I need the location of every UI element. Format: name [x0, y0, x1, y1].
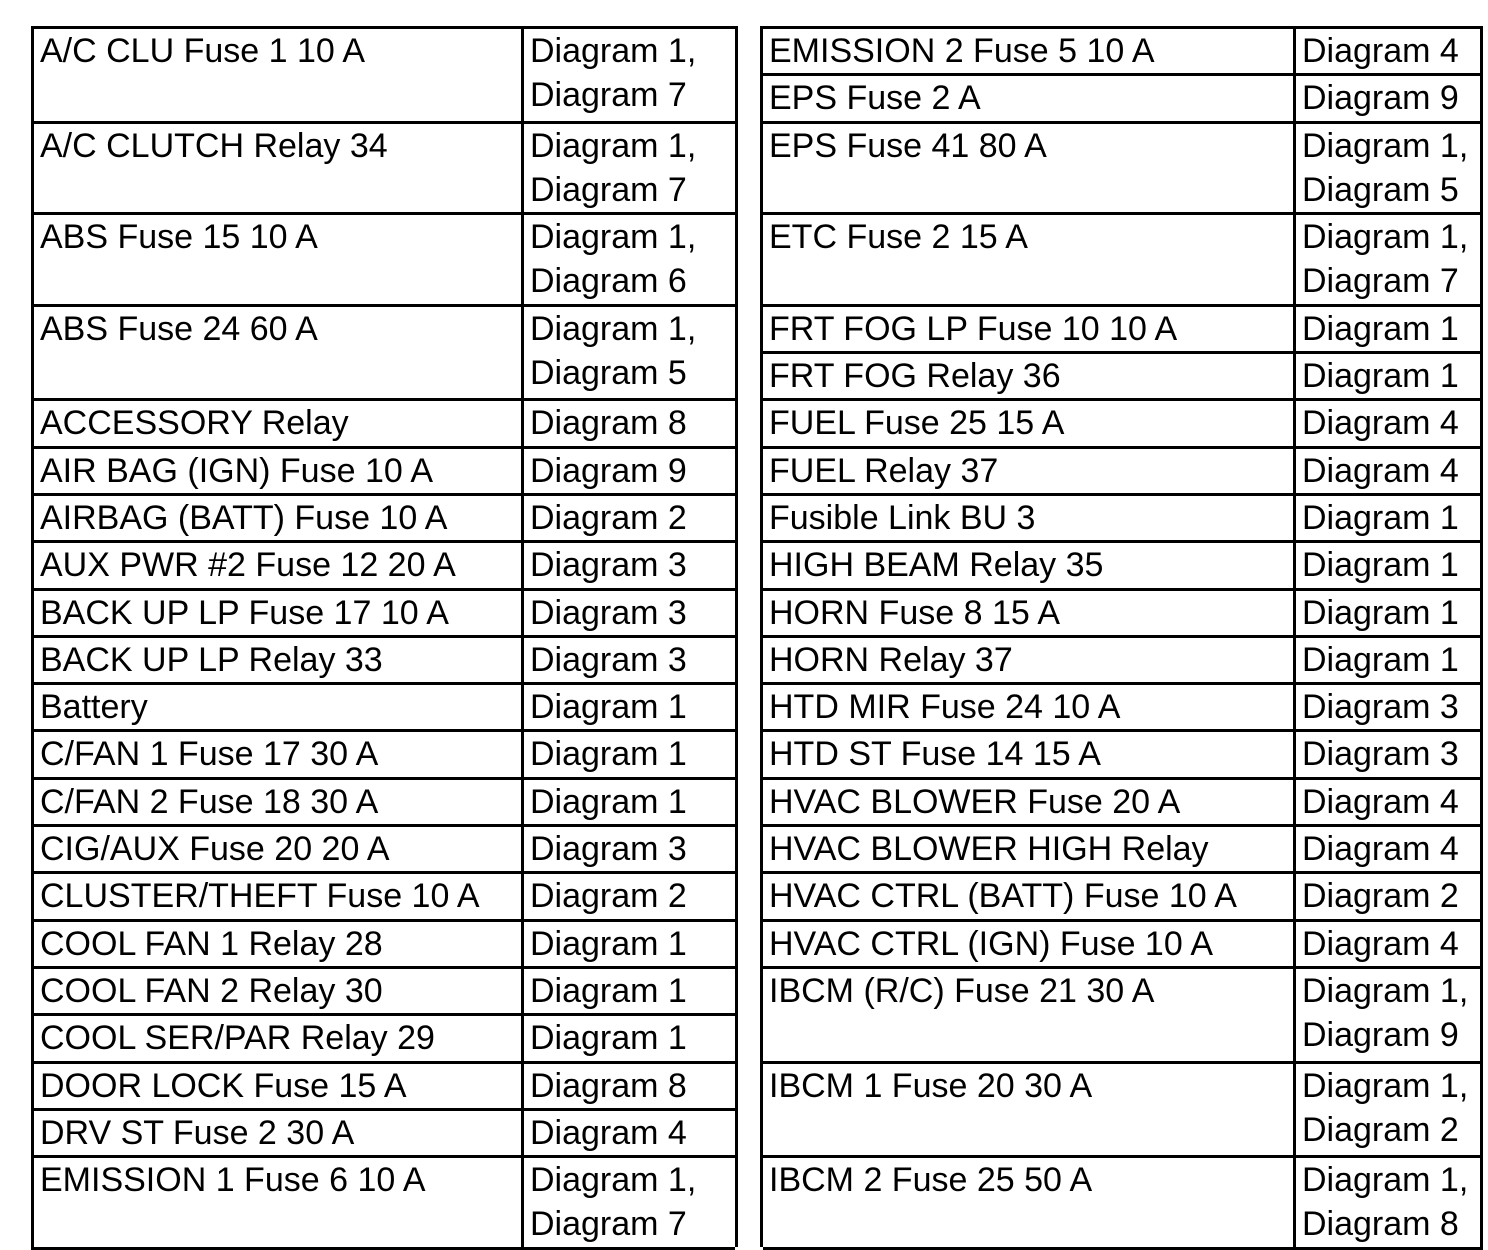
diagram-ref-cell [523, 684, 737, 731]
fuse-name: COOL FAN 2 Relay 30 [40, 971, 383, 1010]
fuse-name-cell [33, 1015, 523, 1062]
diagram-ref: Diagram 1, [530, 1161, 697, 1200]
fuse-name-cell [33, 920, 523, 967]
diagram-ref: Diagram 2 [1302, 1110, 1459, 1149]
fuse-name-cell [762, 400, 1295, 447]
fuse-name-cell [762, 1062, 1295, 1157]
fuse-name: HVAC BLOWER HIGH Relay [769, 830, 1209, 869]
diagram-ref: Diagram 4 [1302, 782, 1459, 821]
fuse-name-cell [762, 778, 1295, 825]
diagram-ref: Diagram 4 [1302, 451, 1459, 490]
fuse-name: IBCM 1 Fuse 20 30 A [769, 1066, 1093, 1105]
fuse-name: HIGH BEAM Relay 35 [769, 546, 1104, 585]
fuse-name-cell [762, 122, 1295, 214]
diagram-ref: Diagram 5 [1302, 170, 1459, 209]
diagram-ref: Diagram 1 [1302, 357, 1459, 396]
diagram-ref: Diagram 9 [530, 451, 687, 490]
fuse-name: BACK UP LP Fuse 17 10 A [40, 593, 449, 632]
diagram-ref-cell [1295, 873, 1482, 920]
fuse-name-cell [762, 636, 1295, 683]
fuse-name: CLUSTER/THEFT Fuse 10 A [40, 877, 480, 916]
diagram-ref-cell [1295, 28, 1482, 75]
fuse-name-cell [33, 542, 523, 589]
fuse-name: ETC Fuse 2 15 A [769, 218, 1028, 257]
diagram-ref-cell [523, 542, 737, 589]
diagram-ref: Diagram 4 [1302, 924, 1459, 963]
diagram-ref: Diagram 7 [530, 76, 687, 115]
diagram-ref: Diagram 9 [1302, 1016, 1459, 1055]
fuse-table [31, 26, 1483, 1250]
fuse-name: EPS Fuse 2 A [769, 79, 981, 118]
fuse-name: ABS Fuse 24 60 A [40, 309, 318, 348]
diagram-ref: Diagram 1 [1302, 640, 1459, 679]
fuse-name-cell [762, 1157, 1295, 1249]
fuse-name: DOOR LOCK Fuse 15 A [40, 1066, 407, 1105]
diagram-ref-cell [523, 122, 737, 214]
diagram-ref: Diagram 2 [530, 877, 687, 916]
fuse-name-cell [33, 589, 523, 636]
fuse-name: EMISSION 2 Fuse 5 10 A [769, 32, 1155, 70]
diagram-ref: Diagram 8 [530, 1066, 687, 1105]
fuse-name: BACK UP LP Relay 33 [40, 640, 383, 679]
diagram-ref-cell [1295, 214, 1482, 306]
diagram-ref: Diagram 4 [1302, 32, 1459, 70]
diagram-ref-cell [523, 1015, 737, 1062]
fuse-diagram-index-table [31, 26, 1483, 1250]
fuse-name-cell [33, 28, 523, 123]
fuse-name: Fusible Link BU 3 [769, 498, 1036, 537]
fuse-name-cell [33, 122, 523, 214]
fuse-name-cell [33, 1157, 523, 1249]
fuse-name: IBCM 2 Fuse 25 50 A [769, 1161, 1093, 1200]
fuse-name-cell [762, 28, 1295, 75]
diagram-ref: Diagram 1 [1302, 309, 1459, 348]
fuse-name: HTD MIR Fuse 24 10 A [769, 688, 1121, 727]
diagram-ref-cell [523, 28, 737, 123]
fuse-name-cell [762, 542, 1295, 589]
diagram-ref: Diagram 8 [530, 404, 687, 443]
diagram-ref-cell [523, 636, 737, 683]
diagram-ref: Diagram 1, [530, 126, 697, 165]
diagram-ref-cell [1295, 494, 1482, 541]
table-row [33, 28, 1482, 75]
diagram-ref: Diagram 6 [530, 262, 687, 301]
fuse-name: DRV ST Fuse 2 30 A [40, 1113, 355, 1152]
diagram-ref: Diagram 1, [1302, 218, 1469, 257]
diagram-ref: Diagram 5 [530, 354, 687, 393]
diagram-ref: Diagram 1, [1302, 1066, 1469, 1105]
fuse-name-cell [33, 873, 523, 920]
fuse-name: AIR BAG (IGN) Fuse 10 A [40, 451, 434, 490]
diagram-ref-cell [1295, 826, 1482, 873]
fuse-name: A/C CLU Fuse 1 10 A [40, 32, 366, 70]
fuse-name-cell [33, 1062, 523, 1109]
fuse-name-cell [33, 967, 523, 1014]
fuse-name-cell [33, 494, 523, 541]
fuse-name-cell [762, 447, 1295, 494]
fuse-name-cell [762, 873, 1295, 920]
diagram-ref: Diagram 1 [530, 782, 687, 821]
fuse-name: FRT FOG Relay 36 [769, 357, 1061, 396]
fuse-name: CIG/AUX Fuse 20 20 A [40, 830, 390, 869]
diagram-ref: Diagram 1 [1302, 593, 1459, 632]
diagram-ref-cell [1295, 122, 1482, 214]
fuse-name: EMISSION 1 Fuse 6 10 A [40, 1161, 426, 1200]
fuse-name: C/FAN 2 Fuse 18 30 A [40, 782, 379, 821]
diagram-ref: Diagram 2 [1302, 877, 1459, 916]
diagram-ref: Diagram 3 [530, 546, 687, 585]
fuse-name: FUEL Fuse 25 15 A [769, 404, 1065, 443]
fuse-name: HVAC BLOWER Fuse 20 A [769, 782, 1181, 821]
fuse-name-cell [762, 353, 1295, 400]
diagram-ref: Diagram 7 [530, 170, 687, 209]
diagram-ref-cell [523, 1109, 737, 1156]
fuse-name: Battery [40, 688, 148, 727]
fuse-name: COOL SER/PAR Relay 29 [40, 1019, 435, 1058]
fuse-name: FRT FOG LP Fuse 10 10 A [769, 309, 1178, 348]
diagram-ref: Diagram 1 [1302, 498, 1459, 537]
fuse-name-cell [762, 826, 1295, 873]
fuse-name-cell [762, 494, 1295, 541]
diagram-ref-cell [523, 920, 737, 967]
diagram-ref: Diagram 1, [1302, 1161, 1469, 1200]
fuse-name: IBCM (R/C) Fuse 21 30 A [769, 971, 1155, 1010]
diagram-ref: Diagram 7 [530, 1205, 687, 1244]
diagram-ref: Diagram 9 [1302, 79, 1459, 118]
fuse-name: COOL FAN 1 Relay 28 [40, 924, 383, 963]
diagram-ref-cell [1295, 1062, 1482, 1157]
fuse-name: C/FAN 1 Fuse 17 30 A [40, 735, 379, 774]
fuse-name-cell [762, 589, 1295, 636]
diagram-ref-cell [523, 494, 737, 541]
fuse-name: HTD ST Fuse 14 15 A [769, 735, 1101, 774]
diagram-ref: Diagram 1, [530, 309, 697, 348]
diagram-ref-cell [1295, 353, 1482, 400]
diagram-ref: Diagram 1, [1302, 126, 1469, 165]
column-separator [737, 28, 762, 1249]
diagram-ref: Diagram 3 [530, 640, 687, 679]
diagram-ref: Diagram 1 [1302, 546, 1459, 585]
fuse-name: EPS Fuse 41 80 A [769, 126, 1047, 165]
diagram-ref: Diagram 1, [530, 218, 697, 257]
diagram-ref-cell [1295, 778, 1482, 825]
diagram-ref-cell [1295, 920, 1482, 967]
diagram-ref: Diagram 1 [530, 1019, 687, 1058]
fuse-name-cell [33, 826, 523, 873]
fuse-name-cell [762, 684, 1295, 731]
fuse-name-cell [33, 684, 523, 731]
diagram-ref-cell [523, 1157, 737, 1249]
fuse-name-cell [33, 636, 523, 683]
fuse-name-cell [762, 967, 1295, 1062]
fuse-name-cell [762, 75, 1295, 122]
diagram-ref-cell [1295, 589, 1482, 636]
diagram-ref: Diagram 1 [530, 971, 687, 1010]
diagram-ref-cell [523, 589, 737, 636]
diagram-ref-cell [523, 1062, 737, 1109]
diagram-ref-cell [523, 778, 737, 825]
diagram-ref-cell [523, 967, 737, 1014]
diagram-ref-cell [1295, 636, 1482, 683]
diagram-ref: Diagram 3 [530, 593, 687, 632]
diagram-ref: Diagram 3 [1302, 688, 1459, 727]
fuse-name-cell [33, 447, 523, 494]
diagram-ref: Diagram 1, [530, 32, 697, 70]
fuse-name-cell [762, 214, 1295, 306]
diagram-ref: Diagram 1 [530, 735, 687, 774]
fuse-name: HVAC CTRL (BATT) Fuse 10 A [769, 877, 1237, 916]
fuse-name: AUX PWR #2 Fuse 12 20 A [40, 546, 456, 585]
diagram-ref-cell [1295, 447, 1482, 494]
diagram-ref-cell [1295, 684, 1482, 731]
diagram-ref: Diagram 4 [1302, 404, 1459, 443]
fuse-name: AIRBAG (BATT) Fuse 10 A [40, 498, 448, 537]
diagram-ref: Diagram 4 [530, 1113, 687, 1152]
fuse-name-cell [33, 214, 523, 306]
diagram-ref: Diagram 1 [530, 688, 687, 727]
fuse-name-cell [762, 731, 1295, 778]
diagram-ref: Diagram 4 [1302, 830, 1459, 869]
diagram-ref: Diagram 3 [530, 830, 687, 869]
fuse-name-cell [33, 305, 523, 400]
diagram-ref: Diagram 1, [1302, 971, 1469, 1010]
diagram-ref-cell [523, 400, 737, 447]
fuse-name-cell [33, 1109, 523, 1156]
fuse-name-cell [33, 400, 523, 447]
diagram-ref: Diagram 7 [1302, 262, 1459, 301]
fuse-name: A/C CLUTCH Relay 34 [40, 126, 388, 165]
fuse-name-cell [762, 920, 1295, 967]
fuse-name: ACCESSORY Relay [40, 404, 349, 443]
diagram-ref-cell [1295, 305, 1482, 352]
fuse-name-cell [33, 778, 523, 825]
diagram-ref-cell [523, 826, 737, 873]
fuse-name-cell [762, 305, 1295, 352]
diagram-ref-cell [1295, 400, 1482, 447]
diagram-ref-cell [1295, 1157, 1482, 1249]
diagram-ref-cell [523, 873, 737, 920]
fuse-name: ABS Fuse 15 10 A [40, 218, 318, 257]
diagram-ref-cell [1295, 542, 1482, 589]
diagram-ref: Diagram 2 [530, 498, 687, 537]
diagram-ref-cell [523, 214, 737, 306]
fuse-name: HVAC CTRL (IGN) Fuse 10 A [769, 924, 1213, 963]
diagram-ref-cell [1295, 967, 1482, 1062]
diagram-ref-cell [1295, 731, 1482, 778]
diagram-ref-cell [523, 305, 737, 400]
diagram-ref-cell [523, 447, 737, 494]
fuse-name: FUEL Relay 37 [769, 451, 999, 490]
diagram-ref: Diagram 3 [1302, 735, 1459, 774]
diagram-ref: Diagram 1 [530, 924, 687, 963]
fuse-name: HORN Relay 37 [769, 640, 1013, 679]
fuse-name-cell [33, 731, 523, 778]
diagram-ref: Diagram 8 [1302, 1205, 1459, 1244]
diagram-ref-cell [1295, 75, 1482, 122]
fuse-name: HORN Fuse 8 15 A [769, 593, 1061, 632]
diagram-ref-cell [523, 731, 737, 778]
